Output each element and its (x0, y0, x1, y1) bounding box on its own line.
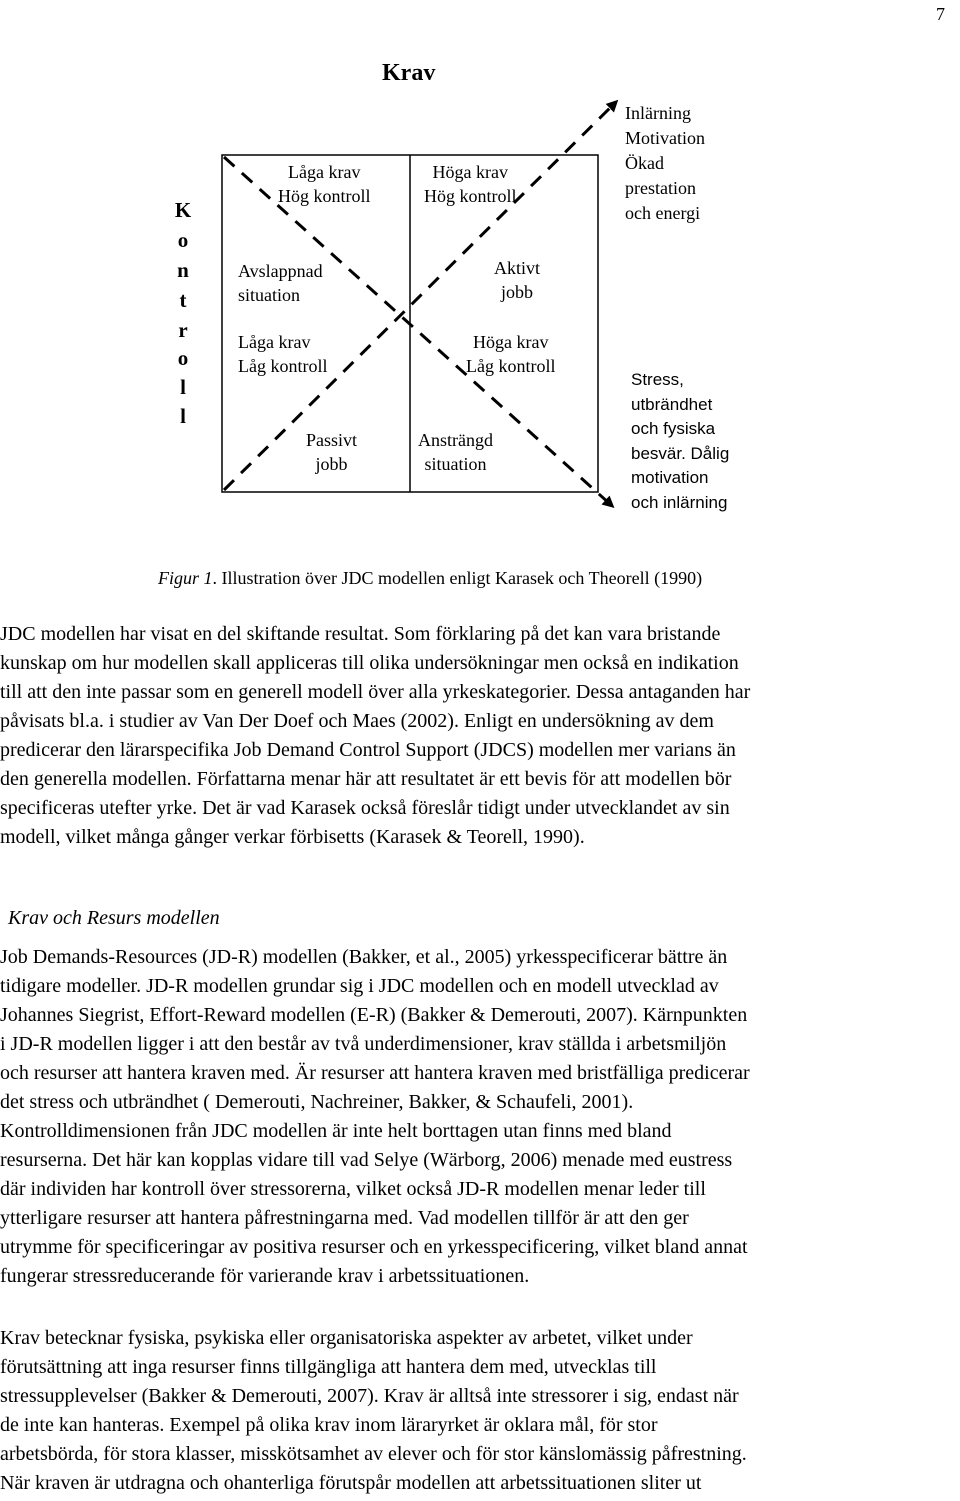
situation-passive-label: Passivt jobb (306, 430, 358, 474)
text-line: resurserna. Det här kan kopplas vidare till vad Selye (Wärborg, 2006) menade med eustress (0, 1149, 733, 1171)
caption-text: . Illustration över JDC modellen enligt Karasek och Theorell (1990) (212, 568, 703, 588)
text-line: påvisats bl.a. i studier av Van Der Doef och Maes (2002). Enligt en undersökning av dem (0, 710, 714, 732)
text-line: de inte kan hanteras. Exempel på olika krav inom läraryrket är oklara mål, för stor (0, 1414, 658, 1436)
figure-title: Krav (382, 60, 436, 86)
quadrant-bottom-right-label: Höga krav Låg kontroll (466, 332, 556, 376)
paragraph-jdc-results (0, 620, 960, 852)
text-line: ytterligare resurser att hantera påfrestningarna med. Vad modellen tillför är att den ger (0, 1207, 689, 1229)
text-line: Johannes Siegrist, Effort-Reward modellen (E-R) (Bakker & Demerouti, 2007). Kärnpunkten (0, 1004, 748, 1026)
axis-letter: l (180, 375, 186, 399)
text-line: stressupplevelser (Bakker & Demerouti, 2007). Krav är alltså inte stressorer i sig, endast när (0, 1385, 739, 1407)
text-line: När kraven är utdragna och ohanterliga förutspår modellen att arbetssituationen sliter ut (0, 1472, 702, 1494)
text-line: förutsättning att inga resurser finns tillgängliga att hantera dem med, utvecklas till (0, 1356, 657, 1378)
axis-letter: r (178, 318, 188, 342)
quadrant-top-right-label: Höga krav Hög kontroll (424, 162, 517, 206)
text-line: specificeras utefter yrke. Det är vad Karasek också föreslår tidigt under utvecklandet av sin (0, 797, 730, 819)
text-line: modell, vilket många gånger verkar förbisetts (Karasek & Teorell, 1990). (0, 826, 585, 848)
text-line: predicerar den lärarspecifika Job Demand Control Support (JDCS) modellen mer varians än (0, 739, 736, 761)
quadrant-bottom-left-label: Låga krav Låg kontroll (238, 332, 328, 376)
text-line: och resurser att hantera kraven med. Är resurser att hantera kraven med bristfälliga predicerar (0, 1062, 750, 1084)
text-line: Kontrolldimensionen från JDC modellen är inte helt borttagen utan finns med bland (0, 1120, 672, 1142)
page-number: 7 (936, 4, 945, 24)
axis-letter: t (179, 288, 187, 312)
quadrant-top-left-label: Låga krav Hög kontroll (278, 162, 371, 206)
axis-letter: K (174, 198, 192, 222)
text-line: kunskap om hur modellen skall appliceras till olika undersökningar men också en indikation (0, 652, 739, 674)
section-heading: Krav och Resurs modellen (8, 907, 220, 929)
paragraph-demands (0, 1324, 960, 1498)
jdc-model-diagram (0, 0, 960, 560)
axis-letter: l (180, 404, 186, 428)
text-line: Krav betecknar fysiska, psykiska eller organisatoriska aspekter av arbetet, vilket under (0, 1327, 693, 1349)
figure-caption (158, 568, 702, 589)
text-line: tidigare modeller. JD-R modellen grundar sig i JDC modellen och en modell utvecklad av (0, 975, 719, 997)
axis-letter: n (177, 258, 189, 282)
text-line: fungerar stressreducerande för varierande krav i arbetssituationen. (0, 1265, 530, 1287)
text-line: den generella modellen. Författarna menar här att resultatet är ett bevis för att modellen bör (0, 768, 732, 790)
text-line: det stress och utbrändhet ( Demerouti, Nachreiner, Bakker, & Schaufeli, 2001). (0, 1091, 634, 1113)
outcome-learning-text: Inlärning Motivation Ökad prestation och energi (625, 103, 705, 223)
outcome-strain-text: Stress, utbrändhet och fysiska besvär. Dålig motivation och inlärning (631, 370, 730, 512)
text-line: till att den inte passar som en generell modell över alla yrkeskategorier. Dessa antaganden har (0, 681, 751, 703)
situation-active-label: Aktivt jobb (494, 258, 541, 302)
situation-relaxed-label: Avslappnad situation (238, 261, 323, 305)
text-line: i JD-R modellen ligger i att den består av två underdimensioner, krav ställda i arbetsmiljön (0, 1033, 727, 1055)
text-line: arbetsbörda, för stora klasser, misskötsamhet av elever och för stor känslomässig påfrestning. (0, 1443, 747, 1465)
axis-letter: o (177, 228, 189, 252)
text-line: där individen har kontroll över stressorerna, vilket också JD-R modellen menar leder till (0, 1178, 706, 1200)
caption-label: Figur 1 (158, 568, 213, 588)
paragraph-jdr-model (0, 943, 960, 1291)
text-line: utrymme för specificeringar av positiva resurser och en yrkesspecificering, vilket bland annat (0, 1236, 748, 1258)
text-line: JDC modellen har visat en del skiftande resultat. Som förklaring på det kan vara bristande (0, 623, 721, 645)
situation-strained-label: Ansträngd situation (418, 430, 493, 474)
axis-letter: o (177, 346, 189, 370)
text-line: Job Demands-Resources (JD-R) modellen (Bakker, et al., 2005) yrkesspecificerar bättre än (0, 946, 728, 968)
